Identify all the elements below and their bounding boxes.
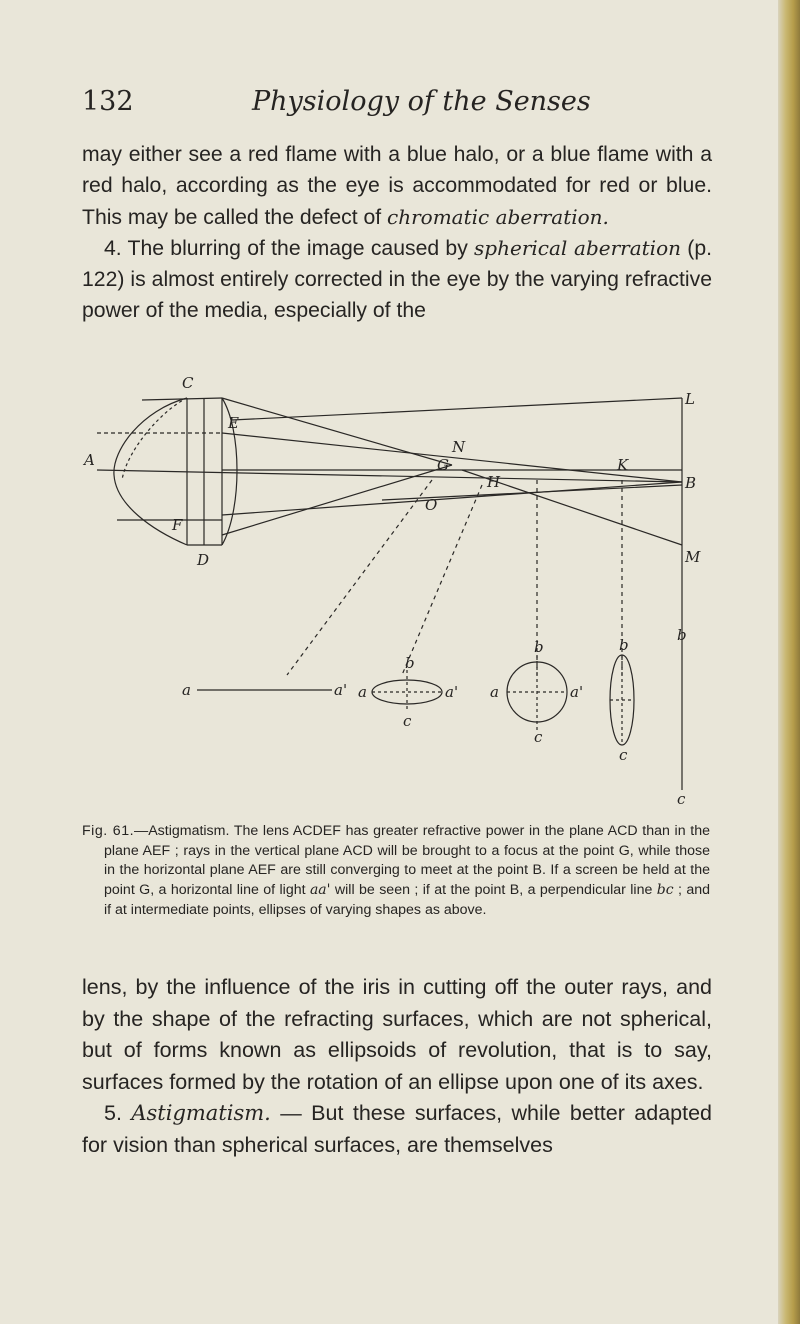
ray-E-G bbox=[222, 398, 452, 465]
figure-caption bbox=[82, 822, 710, 921]
label-D: D bbox=[197, 551, 210, 569]
label-c-circle: c bbox=[534, 728, 543, 746]
label-a-prime-line: a' bbox=[334, 681, 348, 699]
page-number: 132 bbox=[82, 86, 134, 117]
label-b-ellipse: b bbox=[405, 654, 415, 672]
caption-text-3: ; and if at intermediate points, ellipses of varying shapes as above. bbox=[104, 882, 711, 918]
text-run: may either see a red flame with a blue halo, or a blue flame with a red halo, according as the eye is accommodated for red or blue. This may be called the defect of bbox=[82, 143, 712, 229]
paragraph-spherical bbox=[82, 233, 712, 327]
caption-label: Fig. 61. bbox=[82, 823, 135, 839]
lens-inner-curve bbox=[122, 398, 187, 480]
label-K: K bbox=[617, 456, 629, 474]
label-N: N bbox=[452, 438, 466, 456]
label-c-ellipse: c bbox=[403, 712, 412, 730]
label-F: F bbox=[172, 516, 183, 534]
ray-E-L bbox=[232, 398, 682, 420]
section-number: 5. bbox=[104, 1101, 132, 1125]
label-B: B bbox=[685, 474, 697, 492]
paragraph-astigmatism bbox=[82, 1098, 712, 1161]
page-edge bbox=[778, 0, 800, 1324]
caption-text-2: will be seen ; if at the point B, a perpendicular line bbox=[330, 882, 657, 899]
label-b-circle: b bbox=[534, 638, 544, 656]
label-b-tall: b bbox=[619, 636, 629, 654]
label-L: L bbox=[685, 390, 695, 408]
caption-paragraph bbox=[82, 822, 710, 921]
caption-term-aa: aa' bbox=[309, 882, 331, 899]
label-c-screen: c bbox=[677, 790, 686, 808]
page-header bbox=[82, 86, 722, 126]
label-H: H bbox=[487, 473, 501, 491]
label-A: A bbox=[84, 451, 95, 469]
text-run: — But these surfaces, while better adapted for vision than spherical surfaces, are themselves bbox=[82, 1101, 712, 1157]
label-a-circle: a bbox=[490, 683, 499, 701]
body-text-bottom bbox=[82, 972, 712, 1161]
running-title: Physiology of the Senses bbox=[252, 86, 591, 117]
term-spherical-aberration: spherical aberration bbox=[474, 235, 681, 260]
term-chromatic-aberration: chromatic aberration. bbox=[387, 204, 609, 229]
label-G: G bbox=[437, 456, 449, 474]
label-a-prime-circle: a' bbox=[570, 683, 584, 701]
term-astigmatism: Astigmatism. bbox=[131, 1101, 271, 1125]
label-a-prime-ellipse: a' bbox=[445, 683, 459, 701]
body-text-top bbox=[82, 139, 712, 327]
label-O: O bbox=[425, 496, 438, 514]
label-C: C bbox=[182, 374, 194, 392]
ray-bottom-B bbox=[222, 482, 682, 515]
paragraph-chromatic bbox=[82, 139, 712, 233]
label-b-screen: b bbox=[677, 626, 687, 644]
label-c-tall: c bbox=[619, 746, 628, 764]
label-a-ellipse: a bbox=[358, 683, 367, 701]
text-run: (p. 122) is almost entirely corrected in the eye by the varying refractive power of the media, especially of the bbox=[82, 236, 712, 323]
astigmatism-diagram bbox=[82, 370, 722, 810]
ray-A-B bbox=[97, 470, 682, 482]
caption-term-bc: bc bbox=[656, 882, 674, 899]
label-a-line: a bbox=[182, 681, 191, 699]
label-M: M bbox=[685, 548, 701, 566]
paragraph-lens: lens, by the influence of the iris in cutting off the outer rays, and by the shape of the refracting surfaces, which are not spherical, but of forms known as ellipsoids of revolution, that is to say, surfaces formed by the rotation of an ellipse upon one of its axes. bbox=[82, 975, 712, 1094]
label-E: E bbox=[228, 414, 239, 432]
text-run: 4. The blurring of the image caused by bbox=[104, 236, 475, 260]
proj-2 bbox=[402, 485, 482, 675]
caption-text: —Astigmatism. The lens ACDEF has greater refractive power in the plane ACD than in the plane AEF ; rays in the vertical plane ACD will be brought to a focus at the point G, while those in the horizontal plane AEF are still converging to meet at the point B. If a screen be held at the point G, a horizontal line of light bbox=[104, 823, 710, 899]
astigmatism-figure bbox=[82, 370, 722, 810]
